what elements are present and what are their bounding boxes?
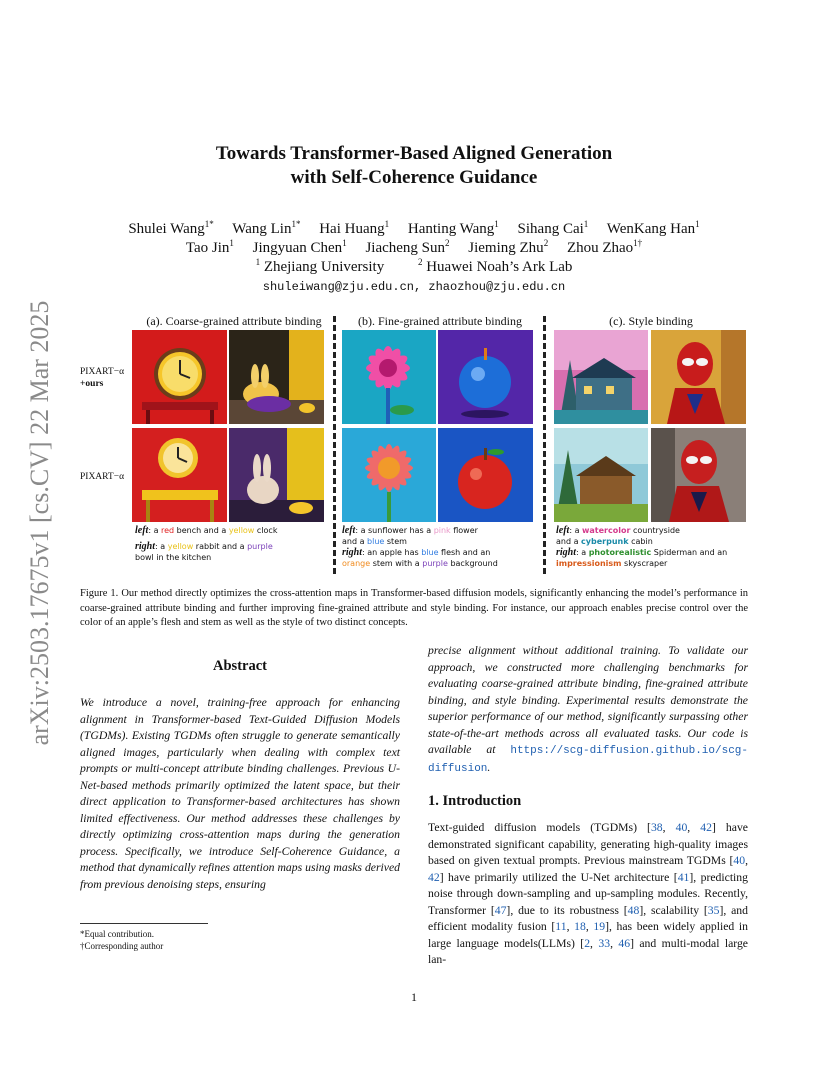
row-label-baseline: PIXART−α xyxy=(80,472,125,482)
citation-link[interactable]: 46 xyxy=(618,936,631,950)
abstract-body: We introduce a novel, training-free approach for enhancing alignment in Transformer-based Text-Guided Diffusion Models (TGDMs). Existing TGDMs often struggle to generate semantically aligned images, particularly when dealing with complex text prompts or multi-concept attribute binding challenges. Previous U-Net-based methods primarily optimized the latent space, but their direct application to Transformer-based architectures has shown limited effectiveness. Our method addresses these challenges by directly optimizing cross-attention maps during the generation process. Specifically, we introduce Self-Coherence Guidance, a method that dynamically refines attention maps using masks derived from previous denoising steps, ensuring xyxy=(80,696,400,891)
citation-link[interactable]: 2 xyxy=(584,936,591,950)
image-blue-apple-ours xyxy=(438,330,533,424)
author: Shulei Wang$^{1*}$ xyxy=(128,219,214,237)
citation-link[interactable]: 33 xyxy=(598,936,611,950)
paper-title xyxy=(0,142,828,190)
image-yellow-rabbit-purple-bowl-ours xyxy=(229,330,324,424)
panel-a-prompts: left: a red bench and a yellow clock right: a yellow rabbit and a purple bowl in the kitchen xyxy=(135,525,278,562)
image-red-bench-yellow-clock-baseline xyxy=(132,428,227,522)
author-emails: shuleiwang@zju.edu.cn, zhaozhou@zju.edu.cn xyxy=(262,280,566,294)
citation-link[interactable]: 38 xyxy=(650,821,663,834)
citation-link[interactable]: 11 xyxy=(555,920,567,933)
affiliation-1: Zhejiang University xyxy=(263,259,385,275)
citation-link[interactable]: 41 xyxy=(677,870,690,884)
affiliation-2: Huawei Noah’s Ark Lab xyxy=(426,259,573,275)
figure-caption: Figure 1. Our method directly optimizes the cross-attention maps in Transformer-based diffusion models, significantly enhancing the model’s performance in coarse-grained attribute binding and further improving fine-grained attribute and style binding. For instance, our approach enables precise control over the color of an apple’s flesh and stem as well as the style of two distinct concepts. xyxy=(80,588,748,628)
citation-link[interactable]: 18 xyxy=(574,920,586,933)
authors-row-2 xyxy=(0,238,828,257)
footnote-equal-contribution: *Equal contribution. xyxy=(80,929,154,939)
arxiv-id-text: arXiv:2503.17675v1 [cs.CV] 22 Mar 2025 xyxy=(25,300,54,746)
introduction-body: Text-guided diffusion models (TGDMs) [38, 40, 42] have demonstrated significant capability, generating high-quality images based on given textual prompts. Previous mainstream TGDMs [40, 42] have primarily utilized the U-Net architecture [41], predicting noise through down-sampling and up-sampling modules. Recently, Transformer [47], due to its robustness [48], scalability [35], and efficient modality fusion [11, 18, 19], has been widely applied in large language models(LLMs) [2, 33, 46] and multi-modal large lan- xyxy=(428,821,748,966)
affiliations: $^1$ Zhejiang University $^2$ Huawei Noah’s Ark Lab xyxy=(255,257,573,275)
author: Jiacheng Sun$^2$ xyxy=(365,238,450,256)
authors-row-1 xyxy=(0,219,828,238)
image-photorealistic-spiderman-ours xyxy=(651,330,746,424)
author: Sihang Cai$^1$ xyxy=(517,219,589,237)
panel-c-prompts: left: a watercolor countryside and a cyberpunk cabin right: a photorealistic Spiderman and an impressionism skyscraper xyxy=(556,525,728,568)
abstract-heading: Abstract xyxy=(213,658,267,674)
panel-divider xyxy=(543,316,546,574)
citation-link[interactable]: 40 xyxy=(733,854,746,867)
image-watercolor-countryside-ours xyxy=(554,330,648,424)
author: Jingyuan Chen$^1$ xyxy=(252,238,347,256)
image-pink-sunflower-baseline xyxy=(342,428,436,522)
panel-a-header: (a). Coarse-grained attribute binding xyxy=(146,314,322,328)
image-yellow-rabbit-purple-bowl-baseline xyxy=(229,428,324,522)
citation-link[interactable]: 40 xyxy=(675,821,688,834)
author: Tao Jin$^1$ xyxy=(185,238,234,256)
citation-link[interactable]: 19 xyxy=(593,920,606,933)
author: Wang Lin$^{1*}$ xyxy=(232,219,301,237)
introduction-heading: 1. Introduction xyxy=(428,793,522,809)
author: WenKang Han$^1$ xyxy=(606,219,700,237)
arxiv-identifier xyxy=(20,283,60,763)
citation-link[interactable]: 42 xyxy=(700,821,712,834)
panel-b-header: (b). Fine-grained attribute binding xyxy=(358,314,522,328)
footnote-rule xyxy=(80,923,208,924)
citation-link[interactable]: 47 xyxy=(494,903,507,917)
citation-link[interactable]: 35 xyxy=(707,903,720,917)
image-photorealistic-spiderman-baseline xyxy=(651,428,746,522)
author: Zhou Zhao$^{1\dagger}$ xyxy=(566,238,643,256)
panel-b-prompts: left: a sunflower has a pink flower and a blue stem right: an apple has blue flesh and an orange stem with a purple background xyxy=(342,525,498,568)
footnote-corresponding: †Corresponding author xyxy=(80,941,164,951)
title-line-2: with Self-Coherence Guidance xyxy=(290,167,538,188)
author: Hai Huang$^1$ xyxy=(319,219,390,237)
page-number: 1 xyxy=(411,990,417,1004)
author: Hanting Wang$^1$ xyxy=(407,219,499,237)
image-blue-apple-baseline xyxy=(438,428,533,522)
row-label-ours: PIXART−α +ours xyxy=(80,367,125,389)
author: Jieming Zhu$^2$ xyxy=(468,238,549,256)
citation-link[interactable]: 48 xyxy=(627,903,640,917)
title-line-1: Towards Transformer-Based Aligned Generation xyxy=(215,143,613,164)
image-watercolor-countryside-baseline xyxy=(554,428,648,522)
panel-c-header: (c). Style binding xyxy=(609,314,693,328)
abstract-continuation: precise alignment without additional training. To validate our approach, we constructed more challenging benchmarks for evaluating coarse-grained attribute binding, fine-grained attribute binding, and style binding. Experimental results demonstrate the superior performance of our method, significantly surpassing other state-of-the-art methods across all evaluated tasks. Our code is available at https://scg-diffusion.github.io/scg-diffusion. xyxy=(428,644,748,775)
image-pink-sunflower-ours xyxy=(342,330,436,424)
code-link[interactable]: https://scg-diffusion.github.io/scg-diffusion xyxy=(428,745,748,775)
citation-link[interactable]: 42 xyxy=(428,870,440,884)
image-red-bench-yellow-clock-ours xyxy=(132,330,227,424)
